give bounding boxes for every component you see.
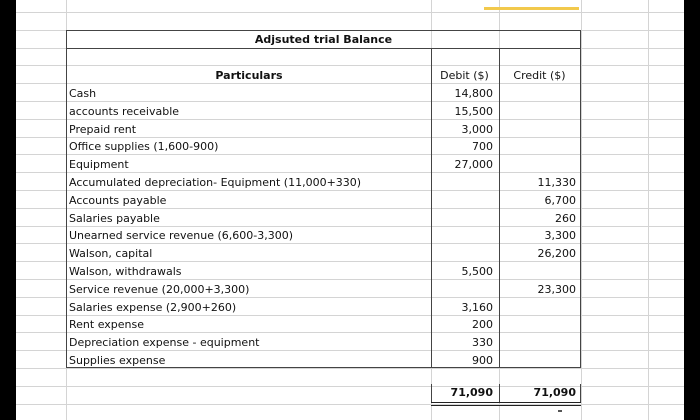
debit-amount: 15,500 [454, 105, 493, 118]
table-row [66, 334, 581, 352]
total-debit: 71,090 [450, 386, 493, 399]
account-name: Salaries expense (2,900+260) [69, 301, 237, 314]
credit-amount [499, 103, 576, 121]
gridline-column [581, 0, 582, 420]
debit-amount: 27,000 [454, 158, 493, 171]
credit-amount [499, 316, 576, 334]
debit-amount [431, 245, 493, 263]
table-row [66, 85, 581, 103]
table-row [66, 210, 581, 228]
account-name: Office supplies (1,600-900) [69, 140, 219, 153]
header-particulars: Particulars [215, 69, 283, 82]
table-title: Adjsuted trial Balance [254, 33, 393, 46]
credit-amount: 260 [555, 212, 576, 225]
account-name: Walson, capital [69, 247, 153, 260]
debit-amount: 5,500 [461, 265, 493, 278]
account-name: Equipment [69, 158, 129, 171]
debit-amount: 330 [472, 336, 493, 349]
debit-amount [431, 192, 493, 210]
table-row [66, 263, 581, 281]
credit-amount [499, 334, 576, 352]
account-name: Supplies expense [69, 354, 166, 367]
account-name: Unearned service revenue (6,600-3,300) [69, 229, 294, 242]
double-underline-debit [431, 402, 500, 406]
credit-amount: 11,330 [537, 176, 576, 189]
credit-amount [499, 121, 576, 139]
table-row [66, 121, 581, 139]
credit-amount [499, 352, 576, 370]
spreadsheet-sheet [16, 0, 684, 420]
account-name: Rent expense [69, 318, 145, 331]
dash-mark [558, 410, 562, 412]
debit-amount: 14,800 [454, 87, 493, 100]
gridline-column [648, 0, 649, 420]
gridline-row [16, 404, 684, 405]
credit-amount [499, 138, 576, 156]
table-row [66, 299, 581, 317]
debit-amount [431, 227, 493, 245]
table-row [66, 138, 581, 156]
debit-amount: 3,160 [461, 301, 493, 314]
title-divider [66, 48, 581, 49]
table-row [66, 174, 581, 192]
selected-cell-marker [484, 7, 579, 10]
header-credit: Credit ($) [513, 69, 566, 82]
table-row [66, 156, 581, 174]
credit-amount [499, 85, 576, 103]
debit-amount [431, 281, 493, 299]
table-row [66, 227, 581, 245]
debit-amount: 700 [472, 140, 493, 153]
account-name: Prepaid rent [69, 123, 137, 136]
table-row [66, 281, 581, 299]
table-row [66, 245, 581, 263]
total-credit: 71,090 [533, 386, 576, 399]
account-name: Accumulated depreciation- Equipment (11,000+330) [69, 176, 362, 189]
credit-amount: 23,300 [537, 283, 576, 296]
double-underline-credit [499, 402, 581, 406]
table-row [66, 103, 581, 121]
account-name: Walson, withdrawals [69, 265, 182, 278]
table-row [66, 352, 581, 370]
header-debit: Debit ($) [440, 69, 489, 82]
account-name: Cash [69, 87, 97, 100]
gridline-row [16, 12, 684, 13]
totals-row [66, 384, 581, 402]
credit-amount [499, 299, 576, 317]
account-name: Accounts payable [69, 194, 167, 207]
debit-amount: 3,000 [461, 123, 493, 136]
credit-amount: 26,200 [537, 247, 576, 260]
credit-amount [499, 156, 576, 174]
account-name: Depreciation expense - equipment [69, 336, 260, 349]
table-row [66, 316, 581, 334]
account-name: Salaries payable [69, 212, 160, 225]
debit-amount [431, 174, 493, 192]
credit-amount: 3,300 [544, 229, 576, 242]
account-name: Service revenue (20,000+3,300) [69, 283, 250, 296]
table-row [66, 192, 581, 210]
debit-amount [431, 210, 493, 228]
debit-amount: 900 [472, 354, 493, 367]
credit-amount [499, 263, 576, 281]
debit-amount: 200 [472, 318, 493, 331]
credit-amount: 6,700 [544, 194, 576, 207]
account-name: accounts receivable [69, 105, 180, 118]
